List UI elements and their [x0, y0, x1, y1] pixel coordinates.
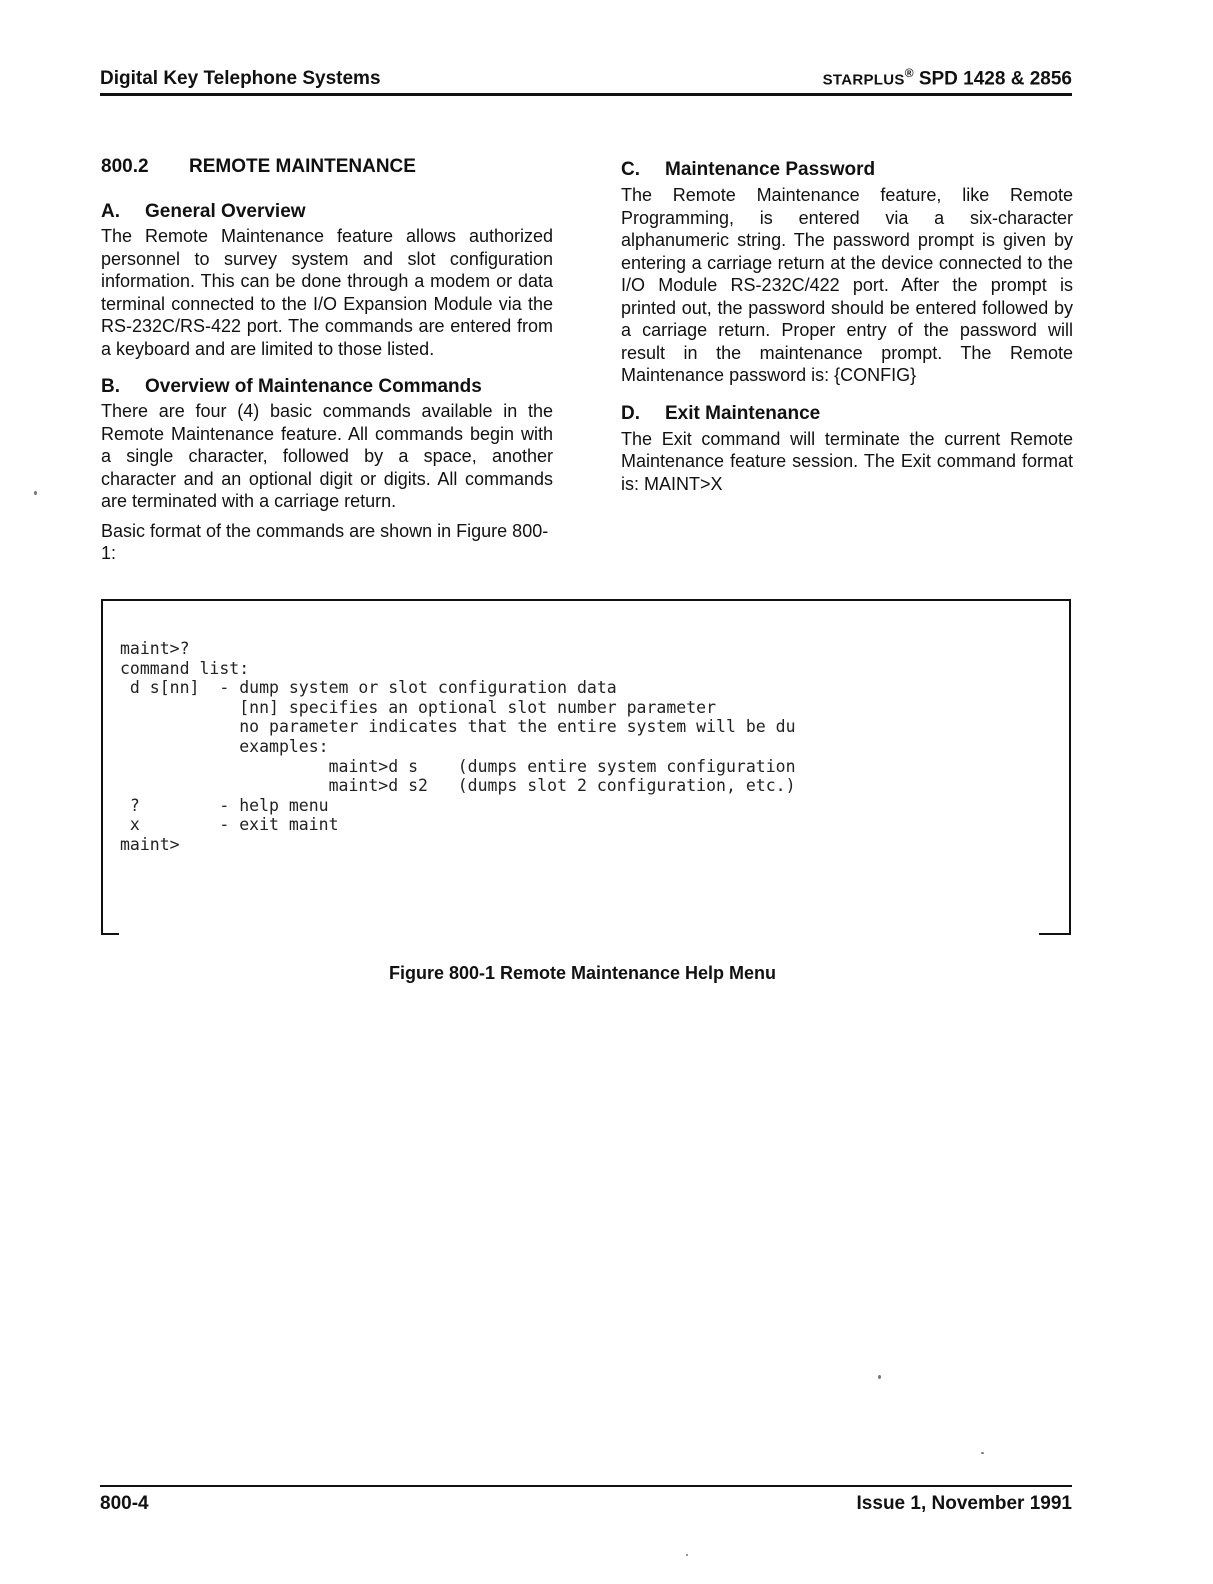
scan-speck: [34, 491, 37, 495]
figure-caption: Figure 800-1 Remote Maintenance Help Menu: [388, 963, 777, 983]
header-rule: [100, 93, 1072, 96]
subsection-c-heading: [621, 158, 1073, 182]
scan-speck: [981, 1452, 984, 1454]
section-title: REMOTE MAINTENANCE: [189, 156, 416, 177]
terminal-output: maint>? command list: d s[nn] - dump system or slot configuration data [nn] specifies an optional slot number parameter no parameter indicates that the entire system will be du examples: maint>d s (dumps entire system configuration maint>d s2 (dumps slot 2 configuration, etc.) ? - help menu x - exit maint maint>: [120, 639, 796, 854]
right-column: [621, 158, 1073, 495]
issue-date: Issue 1, November 1991: [856, 1493, 1072, 1514]
subsection-d-letter: D.: [621, 402, 640, 424]
section-heading: [101, 155, 553, 179]
scan-speck: [686, 1554, 688, 1556]
header-product: [823, 66, 1072, 90]
subsection-c-title: Maintenance Password: [665, 159, 876, 180]
subsection-a-letter: A.: [101, 201, 120, 222]
subsection-c-letter: C.: [621, 159, 640, 180]
subsection-d-heading: [621, 402, 1073, 426]
subsection-b-letter: B.: [101, 376, 120, 397]
subsection-a-title: General Overview: [145, 201, 306, 222]
figure-reference-text: Basic format of the commands are shown in Figure 800-1:: [101, 520, 549, 563]
header-brand: STARPLUS: [822, 71, 905, 89]
scan-speck: [878, 1375, 881, 1379]
general-overview-text: The Remote Maintenance feature allows authorized personnel to survey system and slot configuration information. This can be done through a modem or data terminal connected to the I/O Expansion Module via the RS-232C/RS-422 port. The commands are entered from a keyboard and are limited to those listed.: [101, 226, 553, 359]
header-model: SPD 1428 & 2856: [918, 68, 1072, 90]
subsection-a-heading: [101, 200, 553, 224]
password-text: The Remote Maintenance feature, like Remote Programming, is entered via a six-character alphanumeric string. The password prompt is given by entering a carriage return at the device connected to the I/O Module RS-232C/422 port. After the prompt is printed out, the password should be entered followed by a carriage return. Proper entry of the password will result in the maintenance prompt. The Remote Maintenance password is: {CONFIG}: [621, 185, 1073, 385]
footer-rule: [100, 1485, 1072, 1487]
subsection-d-title: Exit Maintenance: [665, 402, 821, 424]
subsection-b-title: Overview of Maintenance Commands: [145, 376, 482, 397]
left-column: [101, 155, 553, 565]
section-number: 800.2: [101, 156, 149, 177]
exit-text: The Exit command will terminate the current Remote Maintenance feature session. The Exit command format is: MAINT>X: [621, 428, 1073, 494]
registered-mark: ®: [904, 66, 914, 80]
commands-overview-text: There are four (4) basic commands available in the Remote Maintenance feature. All commands begin with a single character, followed by a space, another character and an optional digit or digits. All commands are terminated with a carriage return.: [101, 401, 553, 511]
header-title: Digital Key Telephone Systems: [100, 68, 381, 89]
subsection-b-heading: [101, 375, 553, 399]
page-number: 800-4: [100, 1493, 149, 1514]
figure-frame: [101, 599, 1071, 935]
